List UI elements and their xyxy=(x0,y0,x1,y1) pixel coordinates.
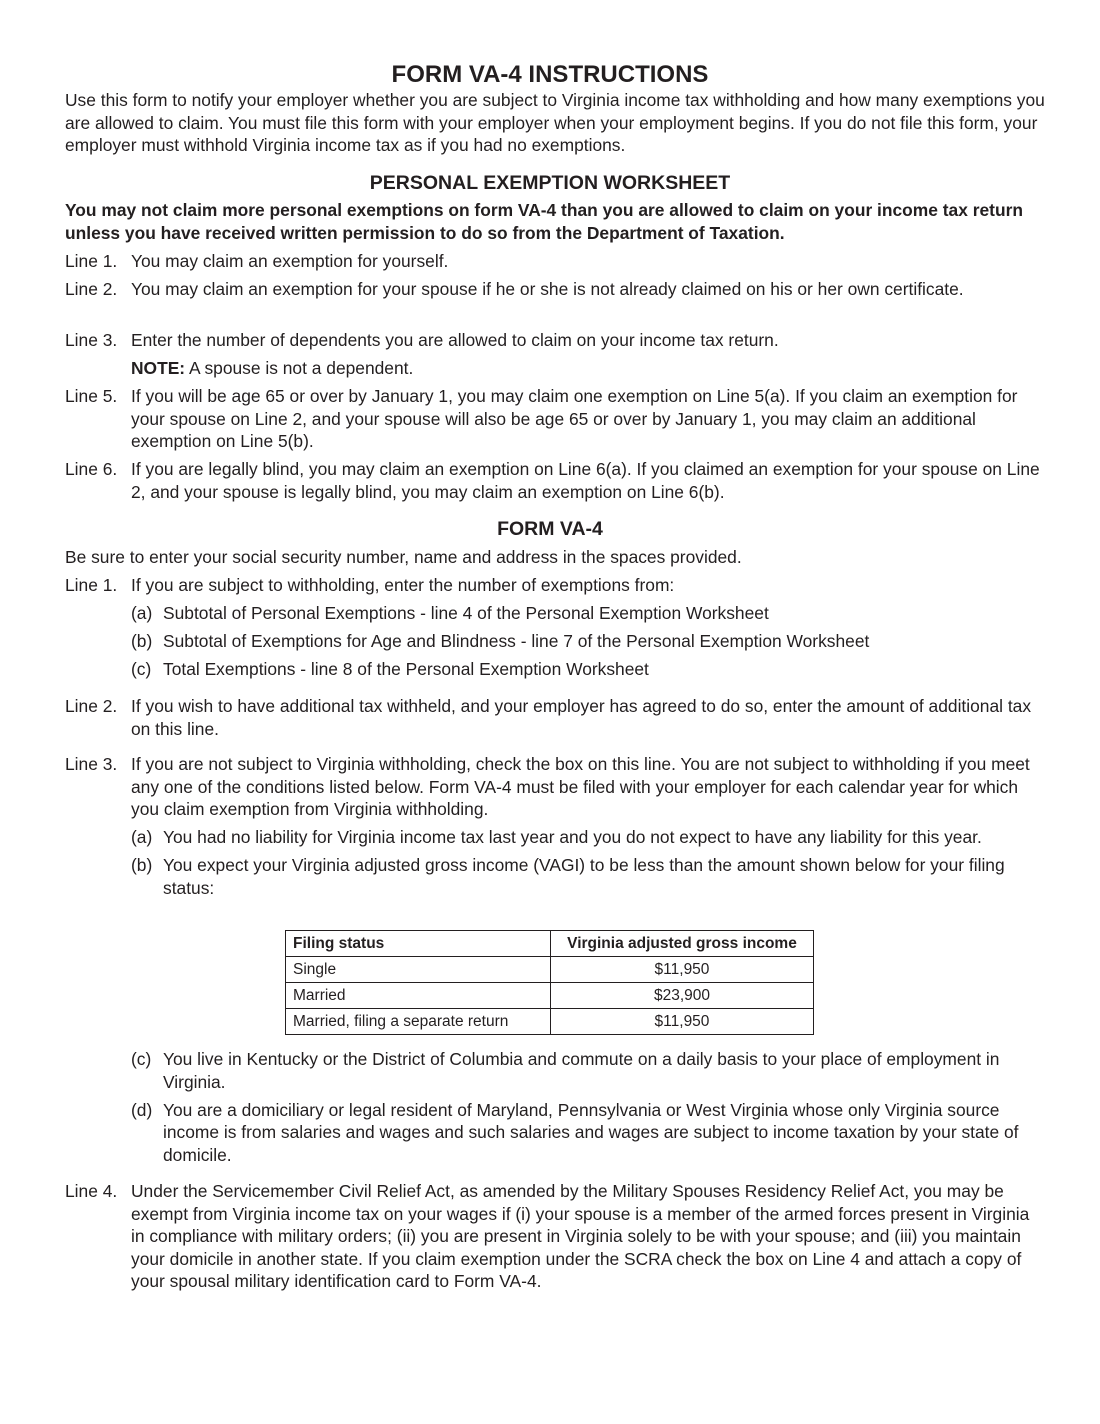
line-label: Line 3. xyxy=(65,330,118,350)
filing-status-cell: Married, filing a separate return xyxy=(286,1009,551,1035)
line-text: If you wish to have additional tax withheld, and your employer has agreed to do so, enter the amount of additional tax on this line. xyxy=(131,696,1032,739)
line-text: If you will be age 65 or over by January 1, you may claim one exemption on Line 5(a). If you claim an exemption for your spouse on Line 2, and your spouse will also be age 65 or over by January 1, you may claim an additional exemption on Line 5(b). xyxy=(131,386,1018,451)
form-heading: FORM VA-4 xyxy=(497,518,603,540)
line-text: If you are not subject to Virginia withholding, check the box on this line. You are not subject to withholding if you meet any one of the conditions listed below. Form VA-4 must be filed with your employer for each calendar year for which you claim exemption from Virginia withholding. xyxy=(131,754,1030,819)
table-row xyxy=(286,983,814,1009)
page-title: FORM VA-4 INSTRUCTIONS xyxy=(391,61,709,88)
form-line-3-continued xyxy=(65,1048,1045,1166)
line-text: If you are subject to withholding, enter the number of exemptions from: xyxy=(131,575,675,595)
line-label: Line 1. xyxy=(65,575,118,595)
worksheet-warning: You may not claim more personal exemptions on form VA-4 than you are allowed to claim on your income tax return unless you have received written permission to do so from the Department of Taxation. xyxy=(65,200,1023,243)
worksheet-line-1 xyxy=(65,250,1045,273)
form-line-3 xyxy=(65,753,1045,899)
list-item: (a) Subtotal of Personal Exemptions - line 4 of the Personal Exemption Worksheet xyxy=(131,603,769,623)
line-text: Enter the number of dependents you are allowed to claim on your income tax return. xyxy=(131,330,779,350)
worksheet-line-3 xyxy=(65,329,1045,352)
form-line-1 xyxy=(65,574,1045,681)
line-label: Line 3. xyxy=(65,754,118,774)
filing-status-cell: Single xyxy=(286,957,551,983)
intro-paragraph: Use this form to notify your employer whether you are subject to Virginia income tax withholding and how many exemptions you are allowed to claim. You must file this form with your employer when your employment begins. If you do not file this form, your employer must withhold Virginia income tax as if you had no exemptions. xyxy=(65,90,1045,155)
line-label: Line 2. xyxy=(65,696,118,716)
line-label: Line 2. xyxy=(65,279,118,299)
line-label: Line 6. xyxy=(65,459,118,479)
line-text: If you are legally blind, you may claim an exemption on Line 6(a). If you claimed an exemption for your spouse on Line 2, and your spouse is legally blind, you may claim an exemption on Line 6(b). xyxy=(131,459,1040,502)
table-row xyxy=(286,957,814,983)
form-intro: Be sure to enter your social security number, name and address in the spaces provided. xyxy=(65,547,742,567)
worksheet-line-5 xyxy=(65,385,1045,453)
line-label: Line 4. xyxy=(65,1181,118,1201)
column-header: Filing status xyxy=(286,931,551,957)
worksheet-heading: PERSONAL EXEMPTION WORKSHEET xyxy=(369,172,731,194)
income-cell: $23,900 xyxy=(551,983,814,1009)
list-item: (d) You are a domiciliary or legal resident of Maryland, Pennsylvania or West Virginia whose only Virginia source income is from salaries and wages and such salaries and wages are subject to income taxation by your state of domicile. xyxy=(131,1099,1019,1165)
list-item: (b) You expect your Virginia adjusted gross income (VAGI) to be less than the amount shown below for your filing status: xyxy=(131,855,1005,898)
worksheet-note xyxy=(65,357,1045,380)
list-item: (b) Subtotal of Exemptions for Age and Blindness - line 7 of the Personal Exemption Worksheet xyxy=(131,631,870,651)
income-cell: $11,950 xyxy=(551,957,814,983)
line-text: Under the Servicemember Civil Relief Act, as amended by the Military Spouses Residency Relief Act, you may be exempt from Virginia income tax on your wages if (i) your spouse is a member of the armed forces present in Virginia in compliance with military orders; (ii) you are present in Virginia solely to be with your spouse; and (iii) you maintain your domicile in another state. If you claim exemption under the SCRA check the box on Line 4 and attach a copy of your spousal military identification card to Form VA-4. xyxy=(131,1181,1030,1291)
worksheet-line-6 xyxy=(65,458,1045,503)
column-header: Virginia adjusted gross income xyxy=(551,931,814,957)
income-cell: $11,950 xyxy=(551,1009,814,1035)
table-header-row xyxy=(286,931,814,957)
note-label: NOTE: xyxy=(131,358,186,378)
note-text: A spouse is not a dependent. xyxy=(188,358,414,378)
line-label: Line 5. xyxy=(65,386,118,406)
form-line-2 xyxy=(65,695,1045,740)
list-item: (c) You live in Kentucky or the District of Columbia and commute on a daily basis to your place of employment in Virginia. xyxy=(131,1049,1000,1092)
line-text: You may claim an exemption for your spouse if he or she is not already claimed on his or her own certificate. xyxy=(131,279,964,299)
line-label: Line 1. xyxy=(65,251,118,271)
worksheet-line-2 xyxy=(65,278,1045,301)
filing-status-table xyxy=(285,930,814,1035)
list-item: (a) You had no liability for Virginia income tax last year and you do not expect to have any liability for this year. xyxy=(131,827,982,847)
table-row xyxy=(286,1009,814,1035)
form-line-4 xyxy=(65,1180,1045,1293)
list-item: (c) Total Exemptions - line 8 of the Personal Exemption Worksheet xyxy=(131,659,649,679)
filing-status-cell: Married xyxy=(286,983,551,1009)
line-text: You may claim an exemption for yourself. xyxy=(131,251,449,271)
